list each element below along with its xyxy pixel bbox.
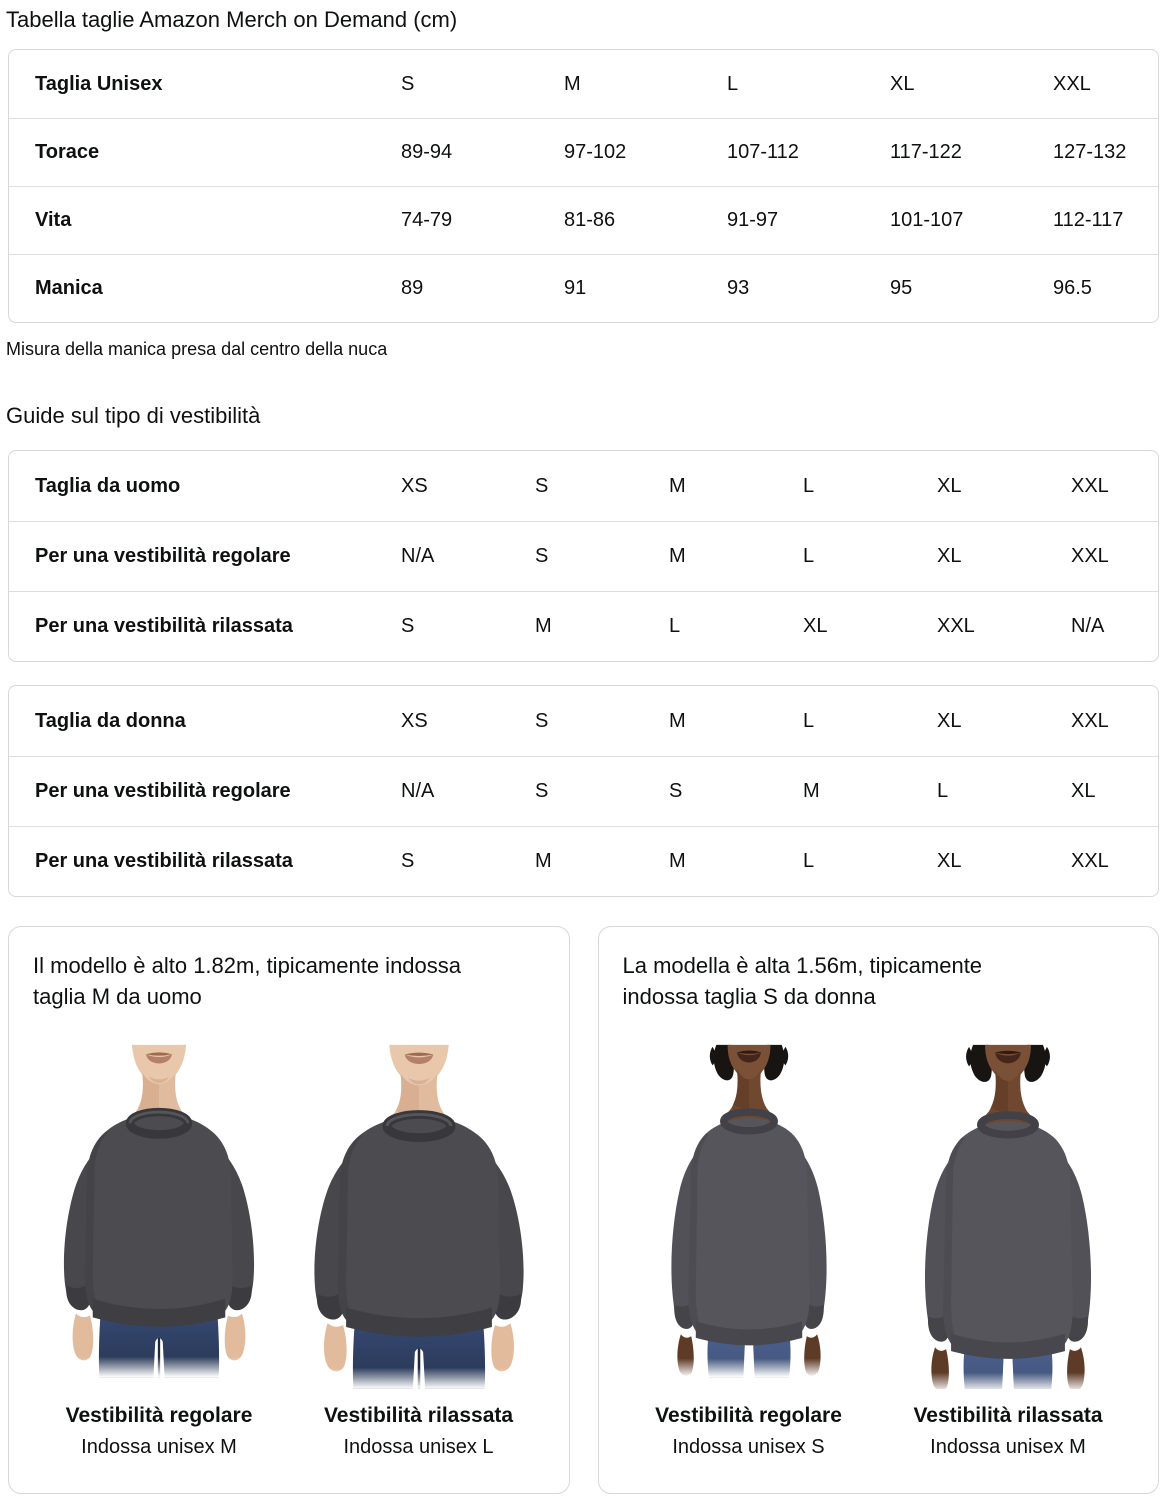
size-header-cell: L [803,709,815,732]
fit-label: Vestibilità regolare [65,1404,253,1427]
measurement-cell: 74-79 [401,209,453,231]
row-label: Per una vestibilità rilassata [35,850,293,872]
fit-size-cell: L [937,780,949,802]
size-header-cell: XL [890,72,915,95]
fit-size-cell: S [535,780,549,802]
table-row [9,254,1158,322]
photo-caption [623,1402,875,1464]
female-model-photo-relaxed-fit [882,1033,1134,1389]
womens-fit-table [8,685,1159,897]
male-model-card [8,926,570,1494]
measurement-cell: 107-112 [727,141,799,163]
table-row [9,826,1158,896]
sleeve-measure-footnote: Misura della manica presa dal centro della nuca [6,339,388,359]
measurement-cell: 96.5 [1053,277,1092,299]
fit-label: Vestibilità rilassata [323,1404,514,1427]
photo-block-regular [33,1033,285,1464]
fit-size-cell: M [535,615,552,637]
size-header-cell: L [803,474,815,497]
fit-size-cell: M [535,850,552,872]
model-photos [623,1033,1135,1464]
fit-size-cell: N/A [401,545,435,567]
model-photos [33,1033,545,1464]
model-description: Il modello è alto 1.82m, tipicamente indossa taglia M da uomo [33,953,462,1009]
size-header-cell: XXL [1071,474,1109,497]
measurement-cell: 97-102 [564,141,627,163]
measurement-cell: 93 [727,277,750,299]
photo-caption [882,1402,1134,1464]
size-header-cell: M [564,72,581,95]
measurement-cell: 91-97 [727,209,779,231]
fit-size-cell: S [669,780,683,802]
row-label: Taglia da donna [35,709,186,732]
row-label: Vita [35,209,72,231]
measurement-cell: 89-94 [401,141,453,163]
size-worn-label: Indossa unisex S [672,1436,825,1458]
photo-caption [293,1402,545,1464]
fit-size-cell: XL [803,615,828,637]
female-model-card [598,926,1160,1494]
male-model-figure [293,1033,545,1389]
row-label: Taglia da uomo [35,474,181,497]
size-worn-label: Indossa unisex L [343,1436,494,1458]
fit-size-cell: XXL [1071,545,1109,567]
fit-guide-heading: Guide sul tipo di vestibilità [6,403,261,428]
measurement-cell: 117-122 [890,141,962,163]
table-header-row [9,686,1158,756]
fit-size-cell: M [669,545,686,567]
size-header-cell: XXL [1071,709,1109,732]
fit-label: Vestibilità rilassata [913,1404,1103,1427]
mens-fit-table [8,450,1159,662]
size-header-cell: S [535,709,549,732]
fit-size-cell: XL [1071,780,1096,802]
size-header-cell: L [727,72,739,95]
size-worn-label: Indossa unisex M [930,1436,1086,1458]
fit-size-cell: N/A [401,780,435,802]
fit-size-cell: XL [937,850,962,872]
size-header-cell: S [401,72,415,95]
fit-size-cell: L [803,545,815,567]
row-label: Per una vestibilità regolare [35,545,291,567]
fit-size-cell: XXL [1071,850,1109,872]
fit-size-cell: M [803,780,820,802]
male-model-figure [33,1033,285,1389]
row-label: Torace [35,141,100,163]
size-header-cell: XS [401,474,428,497]
size-header-cell: XXL [1053,72,1091,95]
fit-size-cell: XL [937,545,962,567]
table-row [9,186,1158,254]
row-label: Taglia Unisex [35,72,163,95]
measurement-cell: 112-117 [1053,209,1124,231]
table-row [9,118,1158,186]
size-header-cell: XS [401,709,428,732]
photo-caption [33,1402,285,1464]
measurement-cell: 81-86 [564,209,616,231]
fit-size-cell: L [803,850,815,872]
row-label: Manica [35,277,103,299]
photo-block-relaxed [882,1033,1134,1464]
model-description: La modella è alta 1.56m, tipicamente indossa taglia S da donna [622,953,983,1009]
fit-size-cell: N/A [1071,615,1105,637]
photo-block-regular [623,1033,875,1464]
fit-size-cell: XXL [937,615,975,637]
table-row [9,591,1158,661]
fit-label: Vestibilità regolare [655,1404,842,1427]
fit-size-cell: S [401,615,415,637]
row-label: Per una vestibilità regolare [35,780,291,802]
size-header-cell: M [669,474,686,497]
measurement-cell: 89 [401,277,424,299]
unisex-size-table [8,49,1159,323]
size-header-cell: M [669,709,686,732]
fit-size-cell: L [669,615,681,637]
size-header-cell: XL [937,474,962,497]
fit-size-cell: S [401,850,415,872]
model-cards [8,926,1159,1494]
size-header-cell: XL [937,709,962,732]
table-row [9,521,1158,591]
fit-size-cell: S [535,545,549,567]
photo-block-relaxed [293,1033,545,1464]
measurement-cell: 91 [564,277,587,299]
page-title: Tabella taglie Amazon Merch on Demand (cm) [6,7,458,32]
table-header-row [9,50,1158,118]
fit-size-cell: M [669,850,686,872]
male-model-photo-regular-fit [33,1033,285,1389]
table-header-row [9,451,1158,521]
measurement-cell: 95 [890,277,913,299]
measurement-cell: 101-107 [890,209,964,231]
male-model-photo-relaxed-fit [293,1033,545,1389]
female-model-figure [882,1033,1134,1389]
female-model-figure [623,1033,875,1389]
size-header-cell: S [535,474,549,497]
measurement-cell: 127-132 [1053,141,1127,163]
table-row [9,756,1158,826]
size-worn-label: Indossa unisex M [81,1436,237,1458]
female-model-photo-regular-fit [623,1033,875,1389]
row-label: Per una vestibilità rilassata [35,615,293,637]
